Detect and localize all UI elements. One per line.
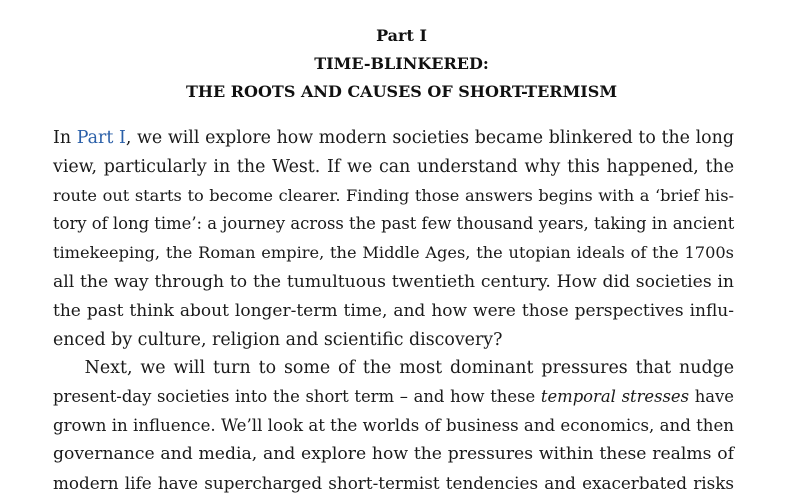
text-fragment: , we will explore how modern societies became blinkered to the long	[125, 128, 734, 148]
text-fragment: have	[689, 386, 735, 406]
paragraph-2-line-2	[53, 383, 734, 412]
paragraph-1-line-8: enced by culture, religion and scientific discovery?	[53, 329, 503, 350]
paragraph-1-line-5: timekeeping, the Roman empire, the Middle Ages, the utopian ideals of the 1700s	[53, 243, 734, 263]
paragraph-2-line-3: grown in influence. We’ll look at the worlds of business and economics, and then	[53, 415, 734, 435]
text-fragment: present-day societies into the short term – and how these	[53, 386, 541, 406]
paragraph-2-line-1: Next, we will turn to some of the most dominant pressures that nudge	[53, 358, 734, 378]
part-title-line-1: TIME-BLINKERED:	[314, 54, 489, 73]
paragraph-2-line-5: modern life have supercharged short-termist tendencies and exacerbated risks	[53, 473, 734, 494]
part-i-link[interactable]: Part I	[76, 128, 126, 148]
paragraph-2-line-4: governance and media, and explore how the pressures within these realms of	[53, 444, 734, 465]
part-title-line-2: THE ROOTS AND CAUSES OF SHORT-TERMISM	[185, 82, 618, 101]
paragraph-2	[53, 354, 734, 498]
paragraph-1-line-2: view, particularly in the West. If we can understand why this happened, the	[53, 156, 734, 177]
text-fragment: In	[53, 128, 77, 148]
emphasis-temporal-stresses: temporal stresses	[540, 386, 690, 406]
paragraph-1	[53, 124, 734, 354]
paragraph-1-line-7: the past think about longer-term time, and how were those perspectives influ-	[53, 300, 734, 321]
paragraph-1-line-3: route out starts to become clearer. Finding those answers begins with a ‘brief his-	[53, 185, 734, 205]
paragraph-1-line-6: all the way through to the tumultuous twentieth century. How did societies in	[53, 271, 734, 292]
part-heading: Part I	[376, 26, 427, 45]
paragraph-1-line-1	[53, 124, 734, 153]
paragraph-1-line-4: tory of long time’: a journey across the past few thousand years, taking in ancient	[53, 214, 735, 234]
